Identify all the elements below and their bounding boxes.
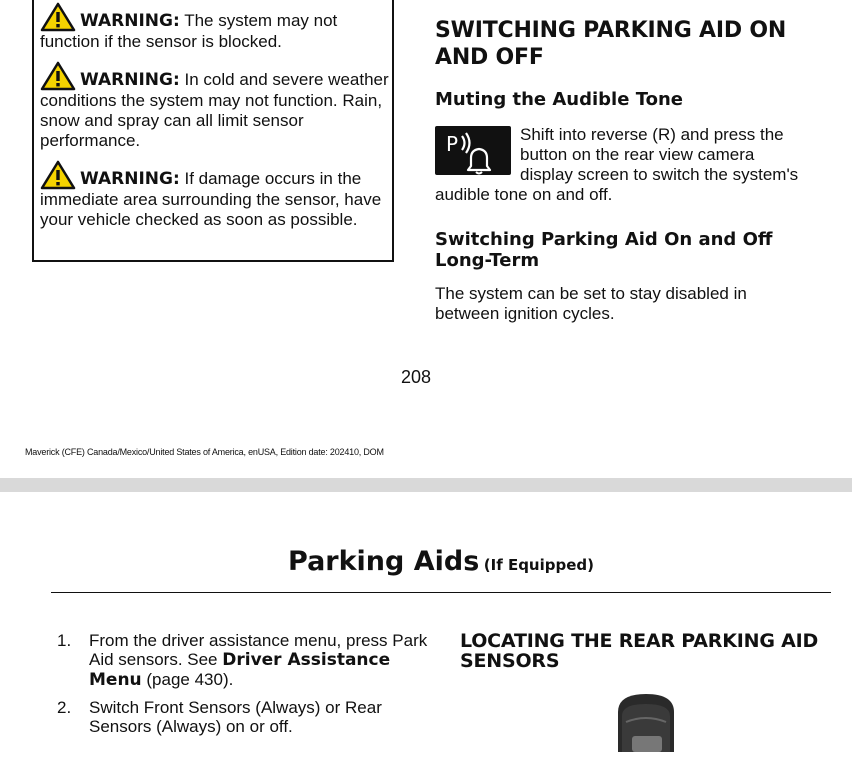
warning-2 [40,61,390,151]
section-heading: SWITCHING PARKING AID ON AND OFF [435,18,787,70]
rear-sensor-image [612,692,682,752]
section-heading-locating: LOCATING THE REAR PARKING AID SENSORS [460,630,819,672]
svg-text:P: P [446,132,459,156]
page-title [0,546,852,577]
step-1: From the driver assistance menu, press Park Aid sensors. See Driver Assistance Menu (page 430). [89,631,428,690]
subheading-longterm: Switching Parking Aid On and Off Long-Term [435,229,773,271]
edition-footer: Maverick (CFE) Canada/Mexico/United States of America, enUSA, Edition date: 202410, DOM [25,447,384,457]
warning-triangle-icon [40,160,76,190]
warning-text: If damage occurs in the immediate area surrounding the sensor, have your vehicle checked as soon as possible. [40,169,382,229]
title-main: Parking Aids [288,546,480,577]
warning-triangle-icon [40,61,76,91]
step-number: 2. [57,698,72,717]
step-2: Switch Front Sensors (Always) or Rear Sensors (Always) on or off. [89,698,382,736]
warning-label: WARNING: [80,11,180,31]
warning-1 [40,2,390,52]
muting-text: Shift into reverse (R) and press the button on the rear view camera display screen to switch the system's audible tone on and off. [435,125,799,204]
warning-label: WARNING: [80,169,180,189]
title-rule [51,592,831,593]
warning-text: In cold and severe weather conditions the system may not function. Rain, snow and spray can all limit sensor performance. [40,70,389,150]
title-suffix: (If Equipped) [483,556,594,574]
warning-label: WARNING: [80,70,180,90]
warning-text: The system may not function if the sensor is blocked. [40,11,338,51]
warning-triangle-icon [40,2,76,32]
subheading-muting: Muting the Audible Tone [435,89,683,110]
link-driver-assistance-menu[interactable]: Driver Assistance Menu [89,650,391,690]
warning-3 [40,160,390,230]
step-number: 1. [57,631,72,650]
longterm-text: The system can be set to stay disabled in between ignition cycles. [435,284,747,323]
page-separator [0,478,852,492]
page-number: 208 [400,367,432,387]
